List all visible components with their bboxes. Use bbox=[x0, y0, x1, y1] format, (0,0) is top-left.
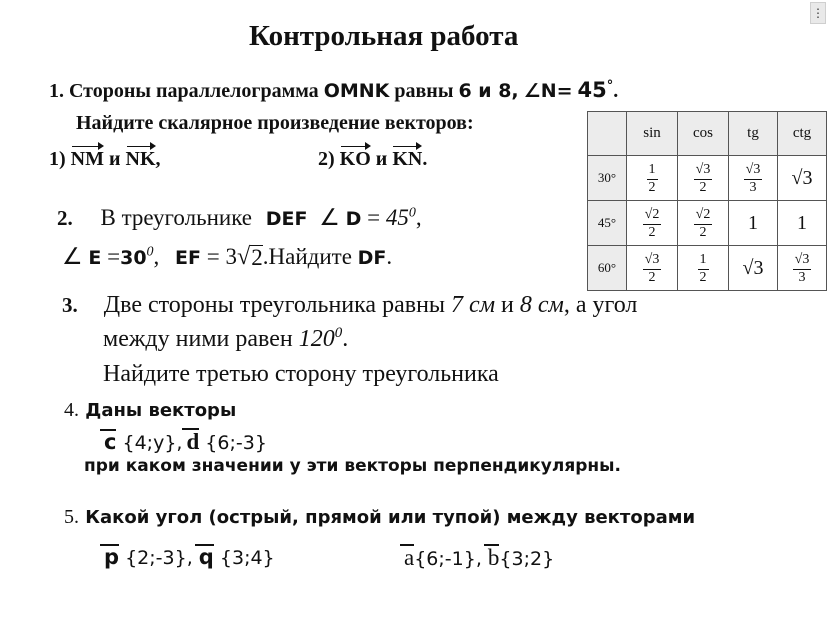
task2-angle2-sup: 0 bbox=[146, 244, 154, 260]
vector-nk: NK bbox=[125, 148, 156, 170]
task2-side-name: EF bbox=[175, 247, 202, 269]
task2-angle1-eq: = bbox=[367, 205, 381, 230]
cos-60: $\frac{1}{2}$ bbox=[678, 246, 729, 291]
vector-nm: NM bbox=[70, 148, 104, 170]
task1-part2 bbox=[318, 148, 427, 171]
task1-angle-vertex: N bbox=[540, 80, 557, 102]
angle-symbol: ∠ bbox=[523, 80, 541, 102]
task1-part2-end: . bbox=[422, 148, 428, 170]
task2-triangle: DEF bbox=[265, 208, 308, 230]
task5-number: 5. bbox=[64, 506, 79, 528]
task2-comma1: , bbox=[415, 205, 422, 230]
task2-side-coef: 3 bbox=[225, 244, 237, 269]
task5-q-coords: {3;4} bbox=[219, 547, 275, 569]
task1-part1-number: 1) bbox=[49, 148, 66, 170]
task3-line1 bbox=[62, 292, 637, 319]
sqrt-symbol: √ 2 bbox=[237, 243, 263, 270]
task4-v1-coords: {4;у}, bbox=[122, 432, 183, 454]
task3-line2 bbox=[103, 325, 348, 353]
task2-side-rad: 2 bbox=[251, 245, 263, 270]
task3-angle-value: 120 bbox=[298, 326, 335, 352]
task1-angle-value: 45 bbox=[577, 78, 607, 102]
row-angle-45: 45° bbox=[588, 201, 627, 246]
task3-line1-b: , а угол bbox=[563, 292, 638, 318]
task1-figure: OMNK bbox=[323, 80, 390, 102]
vector-b: b bbox=[487, 545, 500, 570]
sin-60: $\frac{√3}{2}$ bbox=[627, 246, 678, 291]
angle-symbol: ∠ bbox=[319, 205, 340, 230]
task2-find: DF bbox=[357, 247, 387, 269]
task2-angle1-vertex: D bbox=[345, 208, 362, 230]
ctg-60: $\frac{√3}{3}$ bbox=[778, 246, 827, 291]
table-corner bbox=[588, 112, 627, 156]
task1-number: 1. bbox=[49, 80, 64, 102]
task2-angle2-vertex: E bbox=[88, 247, 102, 269]
task5-question: Какой угол (острый, прямой или тупой) между векторами bbox=[85, 507, 696, 528]
task1-part2-number: 2) bbox=[318, 148, 335, 170]
row-angle-60: 60° bbox=[588, 246, 627, 291]
angle-symbol: ∠ bbox=[62, 244, 83, 269]
task4-v2-coords: {6;-3} bbox=[205, 432, 267, 454]
page-title: Контрольная работа bbox=[249, 20, 519, 52]
tg-45: 1 bbox=[729, 201, 778, 246]
task2-angle1-sup: 0 bbox=[408, 205, 416, 221]
task2-period: . bbox=[386, 244, 393, 269]
task2-angle2-value: 30 bbox=[120, 247, 147, 269]
task2-line2 bbox=[62, 244, 392, 270]
vector-kn: KN bbox=[392, 148, 423, 170]
vector-a: a bbox=[404, 545, 415, 570]
task4-line1 bbox=[64, 399, 236, 422]
task3-line3: Найдите третью сторону треугольника bbox=[103, 361, 499, 387]
task1-line1 bbox=[49, 78, 618, 103]
task3-side2: 8 см bbox=[519, 292, 564, 318]
cos-30: $\frac{√3}{2}$ bbox=[678, 156, 729, 201]
task2-line1 bbox=[57, 205, 422, 231]
task2-text-b: .Найдите bbox=[262, 244, 352, 269]
row-angle-30: 30° bbox=[588, 156, 627, 201]
vector-c: c bbox=[104, 430, 117, 454]
vector-ko: KO bbox=[339, 148, 371, 170]
task3-side1: 7 см bbox=[451, 292, 496, 318]
vector-p: p bbox=[104, 545, 120, 569]
task3-line2-b: . bbox=[342, 326, 349, 352]
header-ctg: ctg bbox=[778, 112, 827, 156]
task3-line1-a: Две стороны треугольника равны bbox=[103, 292, 446, 318]
task5-a-coords: {6;-1}, bbox=[414, 548, 482, 570]
task1-part2-and: и bbox=[375, 148, 388, 170]
more-options-icon[interactable]: ⋮ bbox=[810, 2, 826, 24]
task1-eq: = bbox=[556, 80, 573, 102]
ctg-45: 1 bbox=[778, 201, 827, 246]
vector-q: q bbox=[198, 545, 214, 569]
header-tg: tg bbox=[729, 112, 778, 156]
sin-30: $\frac{1}{2}$ bbox=[627, 156, 678, 201]
task3-and: и bbox=[501, 292, 514, 318]
vector-d: d bbox=[186, 429, 200, 454]
task5-vectors-pq bbox=[104, 545, 275, 569]
cos-45: $\frac{√2}{2}$ bbox=[678, 201, 729, 246]
task2-side-eq: = bbox=[206, 244, 220, 269]
task2-comma2: , bbox=[153, 244, 160, 269]
task2-number: 2. bbox=[57, 206, 73, 230]
task1-text-a: Стороны параллелограмма bbox=[69, 80, 319, 102]
header-cos: cos bbox=[678, 112, 729, 156]
task5-line1 bbox=[64, 506, 695, 529]
trig-values-table bbox=[587, 111, 827, 291]
task4-number: 4. bbox=[64, 399, 79, 421]
task1-part1 bbox=[49, 148, 161, 171]
task4-vectors bbox=[104, 429, 267, 455]
task4-question: при каком значении у эти векторы перпендикулярны. bbox=[84, 456, 621, 476]
task1-question: Найдите скалярное произведение векторов: bbox=[76, 112, 474, 134]
task1-degree: ° bbox=[606, 78, 614, 94]
task1-period: . bbox=[613, 80, 619, 102]
task3-number: 3. bbox=[62, 293, 78, 317]
header-sin: sin bbox=[627, 112, 678, 156]
sin-45: $\frac{√2}{2}$ bbox=[627, 201, 678, 246]
task3-angle-sup: 0 bbox=[334, 325, 343, 341]
task2-text-a: В треугольнике bbox=[100, 205, 253, 230]
task5-vectors-ab bbox=[404, 545, 554, 571]
task1-sides: 6 и 8, bbox=[458, 80, 519, 102]
task1-part1-and: и bbox=[109, 148, 121, 170]
task3-line2-a: между ними равен bbox=[103, 326, 293, 352]
task4-title: Даны векторы bbox=[85, 400, 237, 421]
task1-text-b: равны bbox=[394, 80, 454, 102]
tg-60: √3 bbox=[729, 246, 778, 291]
tg-30: $\frac{√3}{3}$ bbox=[729, 156, 778, 201]
task5-p-coords: {2;-3}, bbox=[125, 547, 193, 569]
task1-part1-end: , bbox=[155, 148, 161, 170]
task5-b-coords: {3;2} bbox=[499, 548, 555, 570]
task2-angle2-eq: = bbox=[107, 244, 121, 269]
task2-angle1-value: 45 bbox=[385, 205, 409, 230]
ctg-30: √3 bbox=[778, 156, 827, 201]
